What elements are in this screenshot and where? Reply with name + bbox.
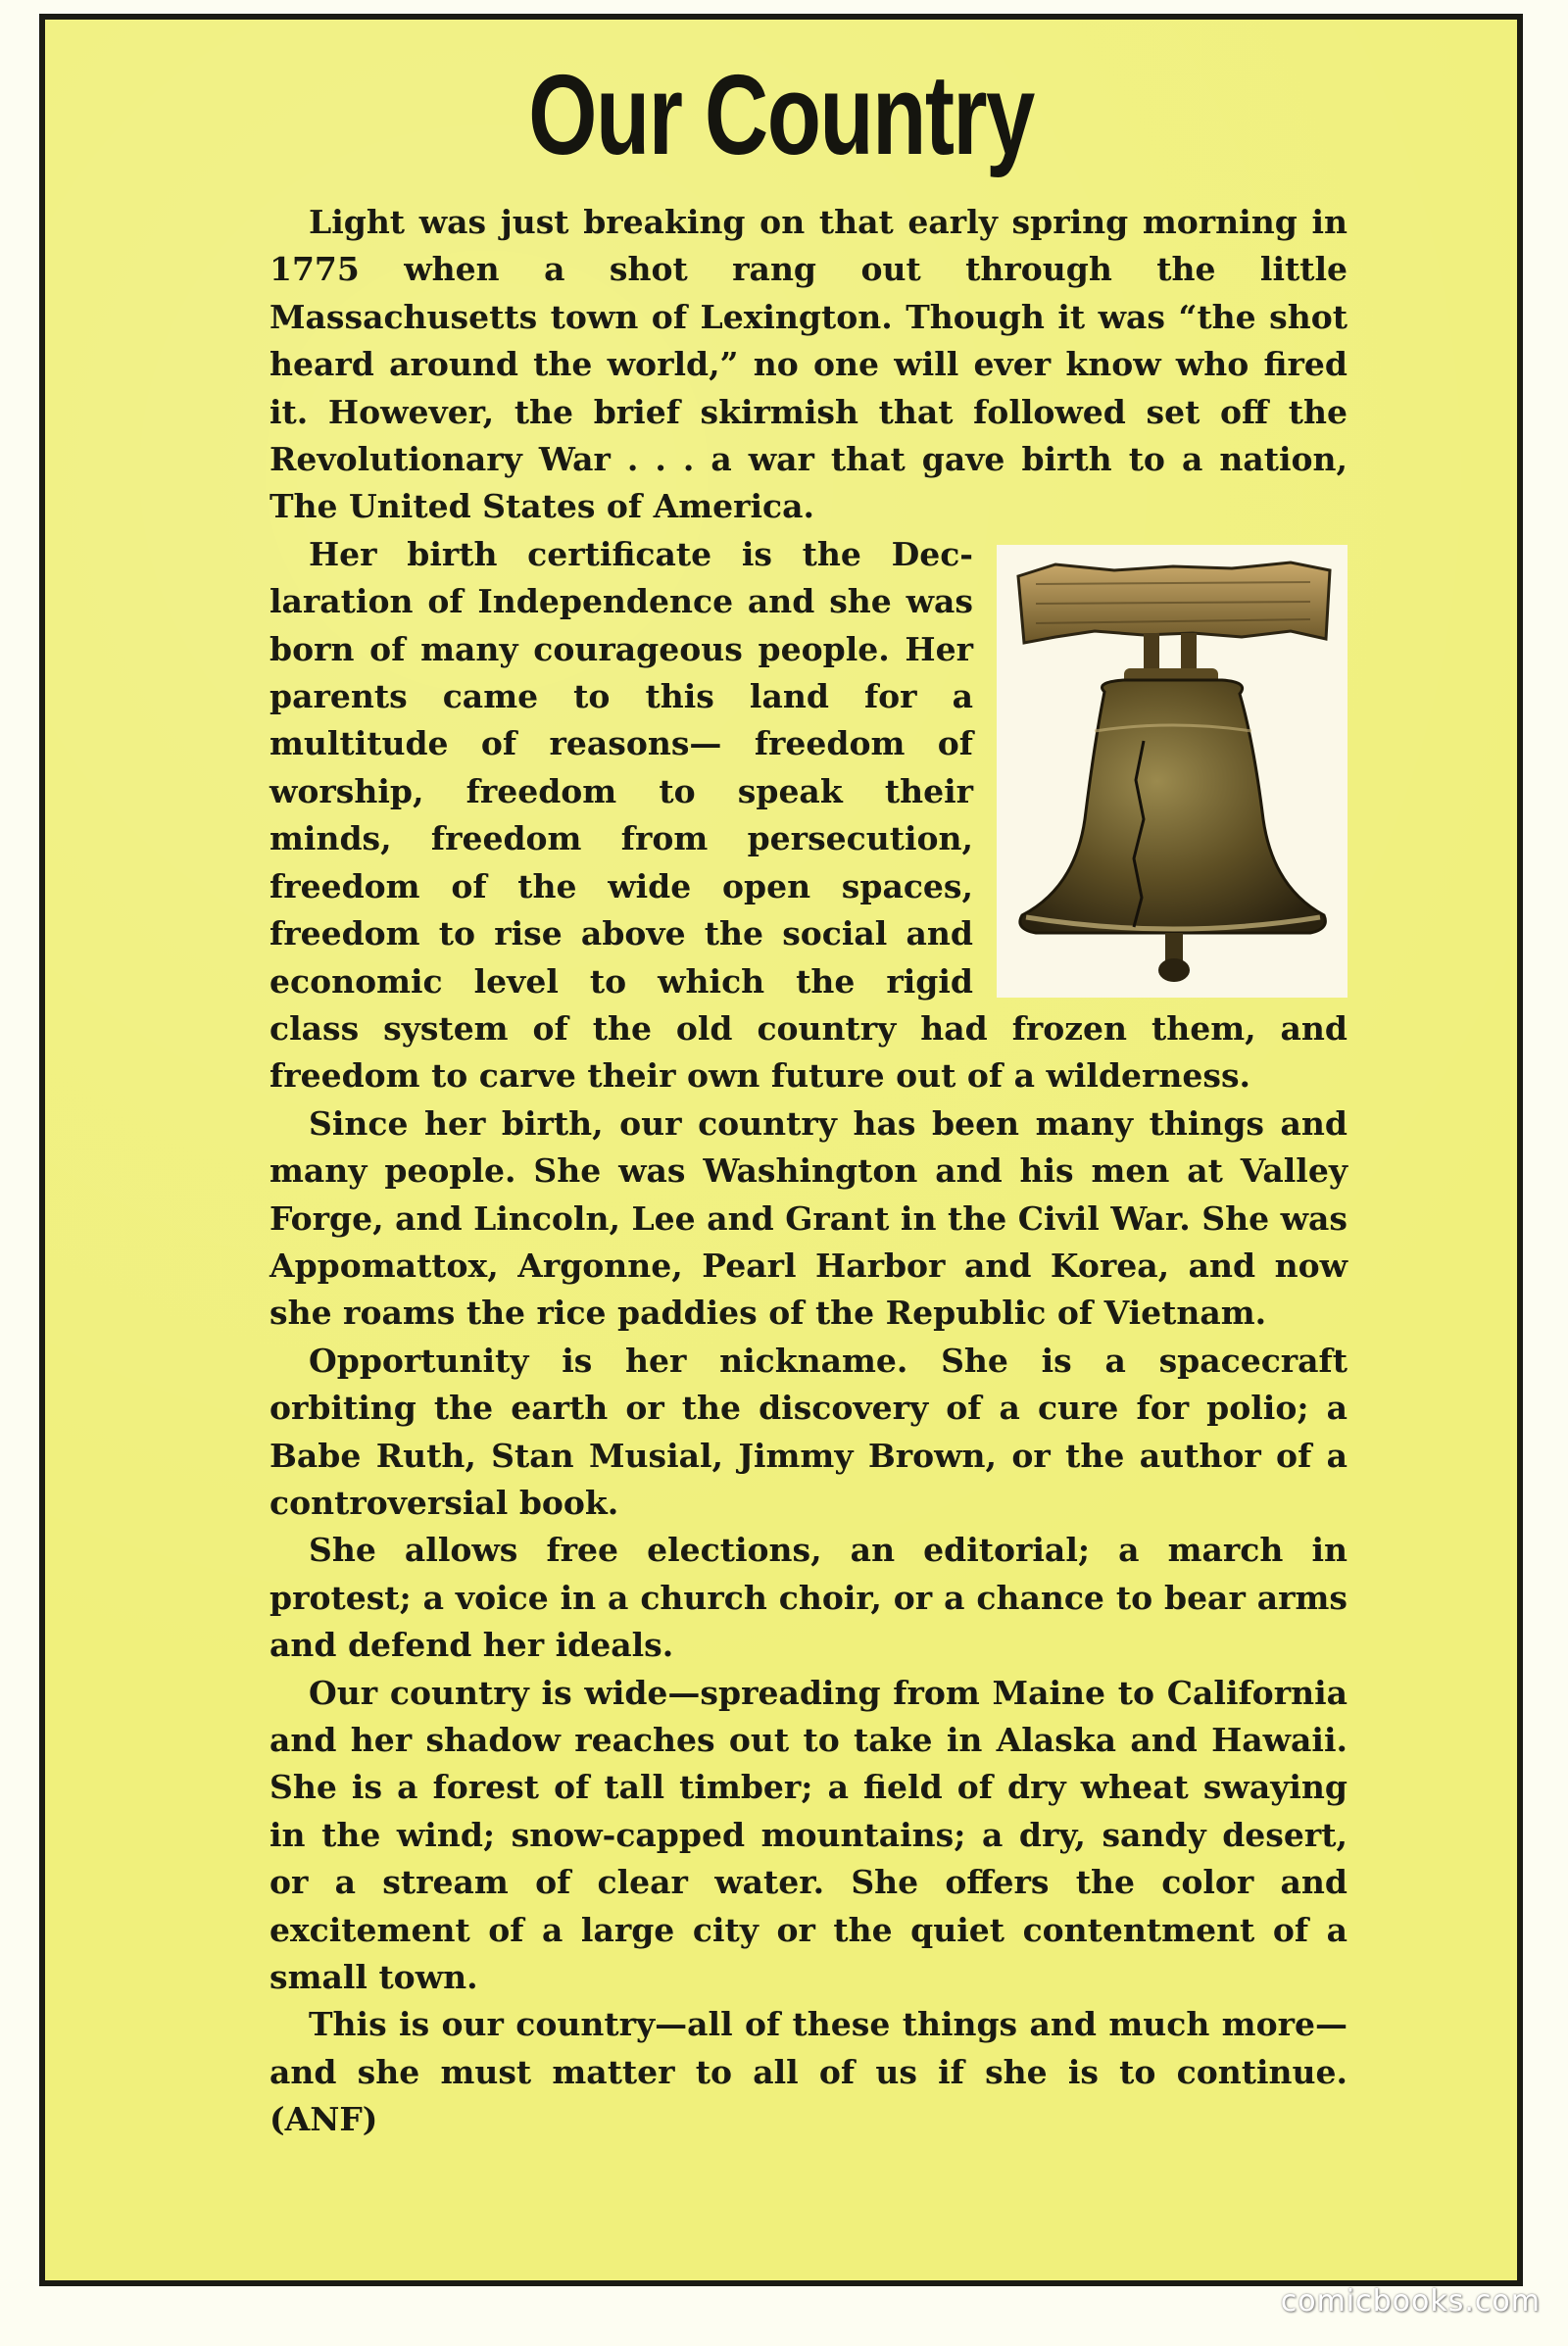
paragraph-1: Light was just breaking on that early spring morning in 1775 when a shot rang out through the little Massachusetts town of Lexington. Though it was “the shot heard around the world,” no one will ever know who fired it. However, the brief skirmish that followed set off the Revolutionary War . . . a war that gave birth to a nation, The United States of America.	[270, 203, 1348, 526]
paragraph-2: Her birth certificate is the Declaration of Independence and she was born of many courageous people. Her parents came to this land for a multitude of reasons— freedom of worship, freedom to speak their minds, freedom from persecution, freedom of the wide open spaces, freedom to rise above the social and economic level to which the rigid class system of the old country had frozen them, and freedom to carve their own future out of a wilderness.	[270, 534, 1348, 1096]
watermark: comicbooks.com	[1280, 2284, 1541, 2319]
liberty-bell-icon	[997, 545, 1348, 998]
paragraph-3: Since her birth, our country has been many things and many people. She was Washington and his men at Valley Forge, and Lincoln, Lee and Grant in the Civil War. She was Appomattox, Argonne, Pearl Harbor and Korea, and now she roams the rice paddies of the Republic of Vietnam.	[270, 1103, 1348, 1333]
paragraph-6: Our country is wide—spreading from Maine to California and her shadow reaches out to take in Alaska and Hawaii. She is a forest of tall timber; a field of dry wheat swaying in the wind; snow-capped mountains; a dry, sandy desert, or a stream of clear water. She offers the color and excitement of a large city or the quiet contentment of a small town.	[270, 1673, 1348, 1997]
illustration-frame	[997, 545, 1348, 998]
paragraph-7: This is our country—all of these things and much more—and she must matter to all of us if she is to continue. (ANF)	[270, 2005, 1348, 2139]
paragraph-5: She allows free elections, an editorial; a march in protest; a voice in a church choir, or a chance to bear arms and defend her ideals.	[270, 1531, 1348, 1665]
article-frame	[39, 14, 1523, 2286]
page-title: Our Country	[528, 51, 1034, 178]
article-body	[270, 199, 1348, 2144]
paragraph-4: Opportunity is her nickname. She is a spacecraft orbiting the earth or the discovery of a cure for polio; a Babe Ruth, Stan Musial, Jimmy Brown, or the author of a controversial book.	[270, 1341, 1348, 1522]
